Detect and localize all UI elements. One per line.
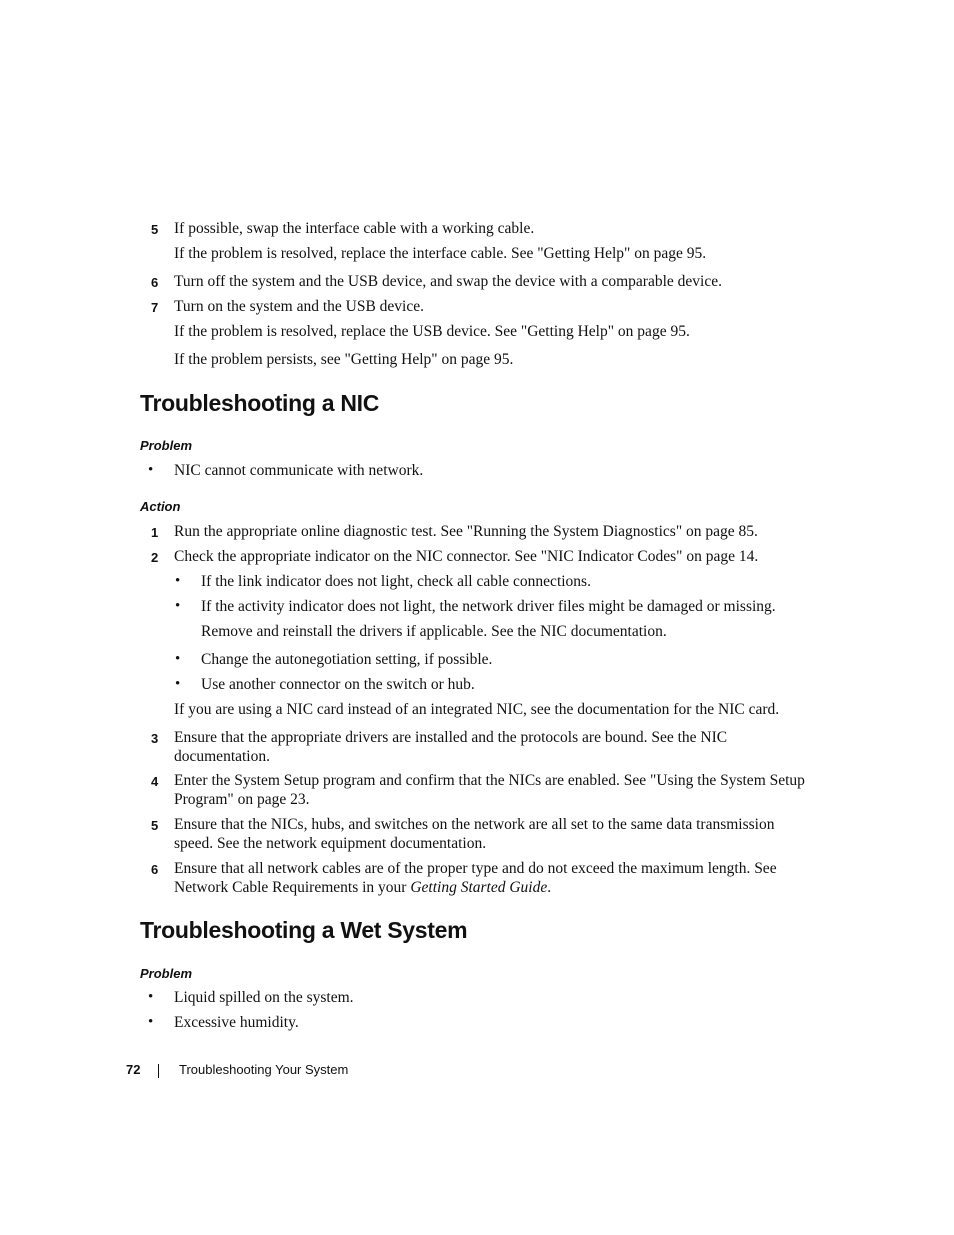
bullet-icon: • — [175, 676, 181, 692]
bullet-icon: • — [148, 989, 154, 1005]
sub-bullet: If the link indicator does not light, check all cable connections. — [201, 573, 591, 590]
bullet-icon: • — [175, 573, 181, 589]
step-note: If the problem is resolved, replace the USB device. See "Getting Help" on page 95. — [174, 323, 690, 340]
step-number: 2 — [151, 550, 159, 565]
step-number: 4 — [151, 774, 159, 789]
step-text: If possible, swap the interface cable with a working cable. — [174, 220, 535, 237]
step-number: 7 — [151, 300, 159, 315]
page-number: 72 — [126, 1062, 141, 1077]
problem-label: Problem — [140, 966, 193, 981]
step-text: Ensure that all network cables are of the proper type and do not exceed the maximum length. See Network Cable Requirements in your Getting Started Guide. — [174, 860, 777, 896]
footer-section-title: Troubleshooting Your System — [179, 1062, 349, 1077]
step-number: 5 — [151, 222, 159, 237]
footer-divider — [158, 1064, 159, 1078]
sub-bullet-note: Remove and reinstall the drivers if applicable. See the NIC documentation. — [201, 623, 667, 640]
step-number: 6 — [151, 275, 159, 290]
sub-bullet: Use another connector on the switch or hub. — [201, 676, 475, 693]
step-number: 1 — [151, 525, 159, 540]
step-note: If the problem persists, see "Getting Help" on page 95. — [174, 351, 514, 368]
step-note: If the problem is resolved, replace the interface cable. See "Getting Help" on page 95. — [174, 245, 707, 262]
step-note: If you are using a NIC card instead of an integrated NIC, see the documentation for the NIC card. — [174, 701, 780, 718]
step-number: 6 — [151, 862, 159, 877]
problem-item: Liquid spilled on the system. — [174, 989, 354, 1006]
step-text: Check the appropriate indicator on the NIC connector. See "NIC Indicator Codes" on page 14. — [174, 548, 759, 565]
bullet-icon: • — [175, 598, 181, 614]
sub-bullet: Change the autonegotiation setting, if possible. — [201, 651, 493, 668]
section-heading-nic: Troubleshooting a NIC — [140, 390, 380, 416]
step-text: Turn on the system and the USB device. — [174, 298, 424, 315]
step-text: Turn off the system and the USB device, and swap the device with a comparable device. — [174, 273, 722, 290]
bullet-icon: • — [148, 462, 154, 478]
section-heading-wet: Troubleshooting a Wet System — [140, 917, 468, 943]
step-number: 5 — [151, 818, 159, 833]
sub-bullet: If the activity indicator does not light, the network driver files might be damaged or missing. — [201, 598, 776, 615]
problem-item: Excessive humidity. — [174, 1014, 299, 1031]
action-label: Action — [140, 499, 181, 514]
step-text: Ensure that the NICs, hubs, and switches on the network are all set to the same data transmission speed. See the network equipment documentation. — [174, 816, 775, 852]
step-number: 3 — [151, 731, 159, 746]
bullet-icon: • — [148, 1014, 154, 1030]
bullet-icon: • — [175, 651, 181, 667]
step-text: Enter the System Setup program and confirm that the NICs are enabled. See "Using the System Setup Program" on page 23. — [174, 772, 805, 808]
problem-item: NIC cannot communicate with network. — [174, 462, 424, 479]
problem-label: Problem — [140, 438, 193, 453]
step-text: Run the appropriate online diagnostic test. See "Running the System Diagnostics" on page 85. — [174, 523, 758, 540]
step-text: Ensure that the appropriate drivers are installed and the protocols are bound. See the NIC documentation. — [174, 729, 728, 765]
